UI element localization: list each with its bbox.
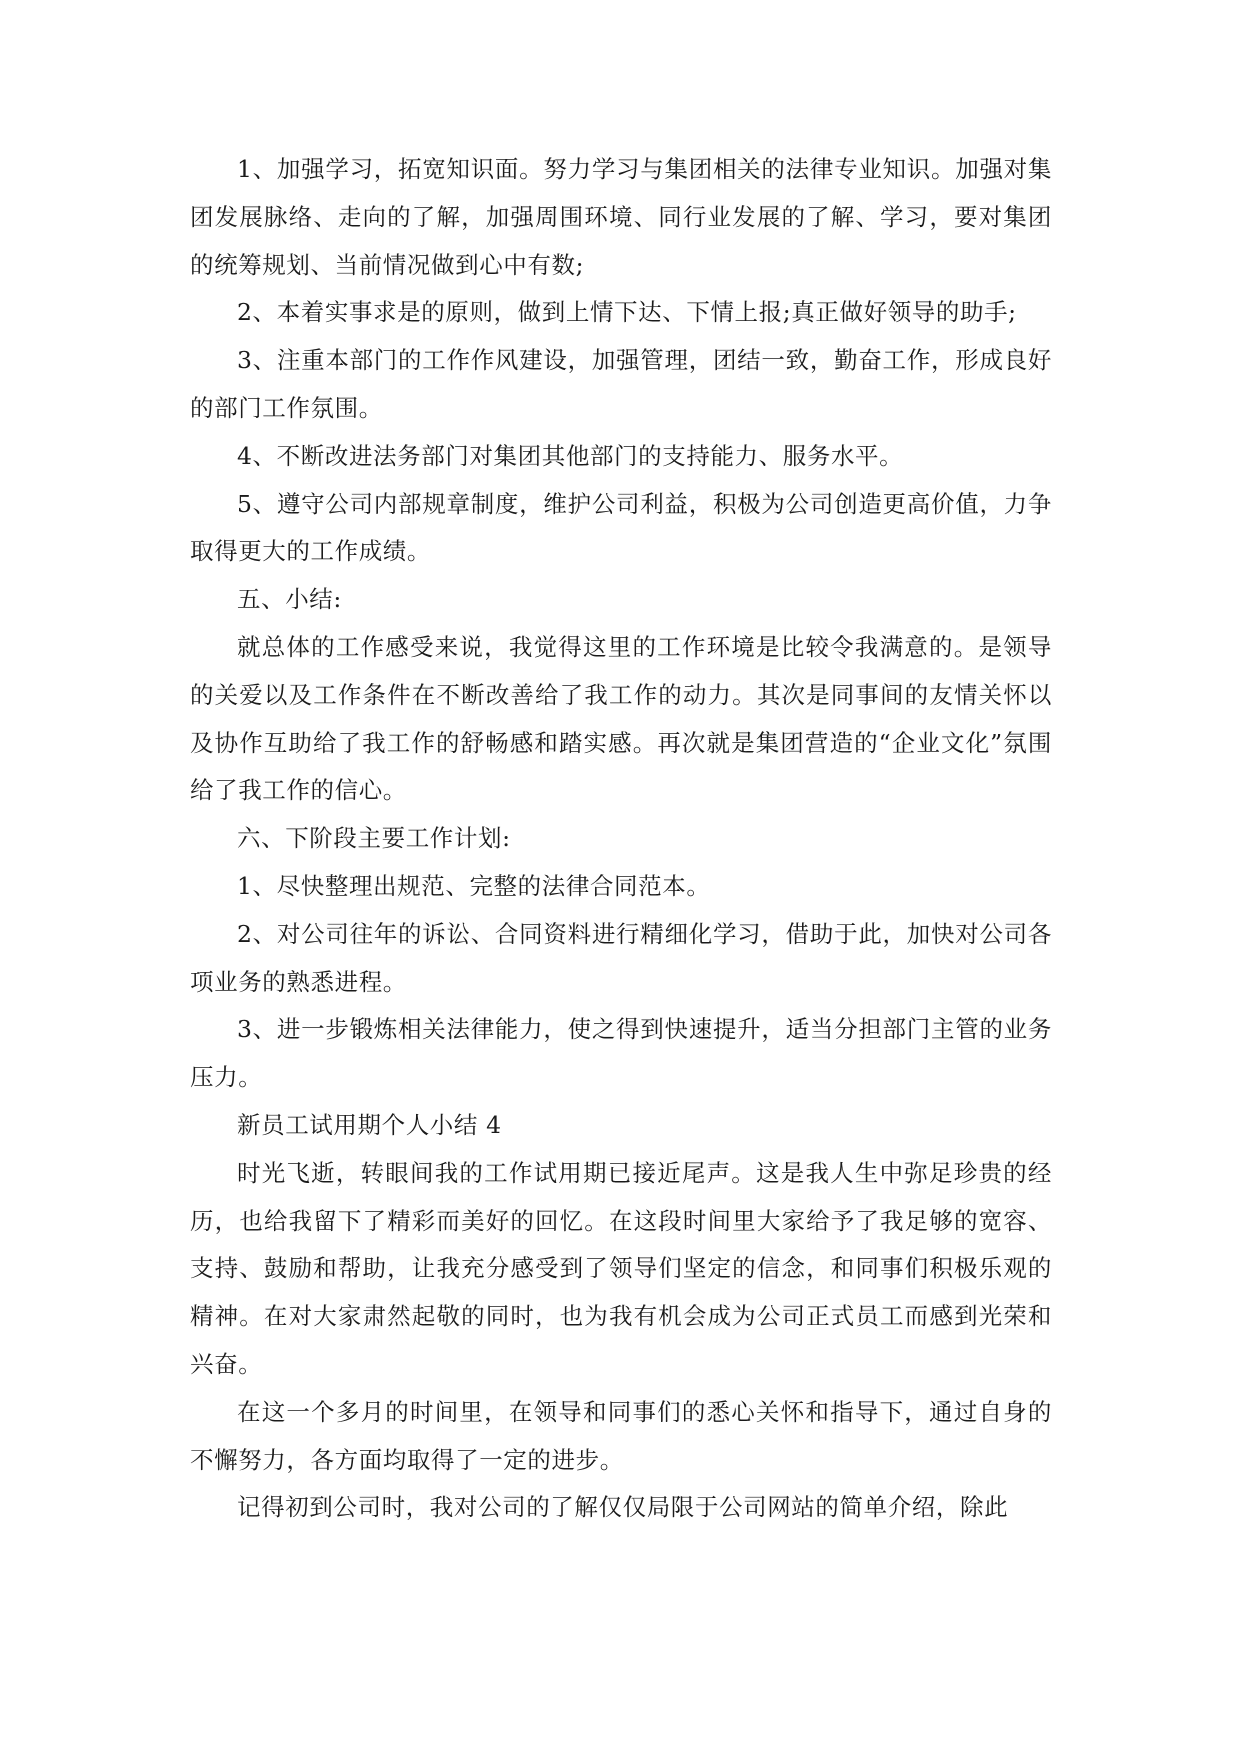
progress-paragraph: 在这一个多月的时间里，在领导和同事们的悉心关怀和指导下，通过自身的不懈努力，各方面均取得了一定的进步。 [190, 1397, 1052, 1474]
section-heading-next-plan: 六、下阶段主要工作计划: [237, 824, 511, 853]
intro-paragraph: 时光飞逝，转眼间我的工作试用期已接近尾声。这是我人生中弥足珍贵的经历，也给我留下了精彩而美好的回忆。在这段时间里大家给予了我足够的宽容、支持、鼓励和帮助，让我充分感受到了领导们坚定的信念，和同事们积极乐观的精神。在对大家肃然起敬的同时，也为我有机会成为公司正式员工而感到光荣和兴奋。 [190, 1158, 1052, 1378]
list-item-support-ability: 4、不断改进法务部门对集团其他部门的支持能力、服务水平。 [237, 441, 904, 470]
list-item-work-style: 3、注重本部门的工作作风建设，加强管理，团结一致，勤奋工作，形成良好的部门工作氛围。 [190, 346, 1052, 422]
plan-item-study-materials: 2、对公司往年的诉讼、合同资料进行精细化学习，借助于此，加快对公司各项业务的熟悉进程。 [190, 919, 1052, 996]
recollection-paragraph: 记得初到公司时，我对公司的了解仅仅局限于公司网站的简单介绍，除此 [237, 1493, 1009, 1522]
plan-item-contract-template: 1、尽快整理出规范、完整的法律合同范本。 [237, 871, 711, 900]
article-title: 新员工试用期个人小结 4 [237, 1110, 502, 1139]
plan-item-legal-ability: 3、进一步锻炼相关法律能力，使之得到快速提升，适当分担部门主管的业务压力。 [190, 1015, 1052, 1092]
section-heading-summary: 五、小结: [237, 585, 342, 614]
document-body [190, 146, 1052, 1532]
list-item-follow-rules: 5、遵守公司内部规章制度，维护公司利益，积极为公司创造更高价值，力争取得更大的工作成绩。 [190, 489, 1052, 566]
summary-paragraph: 就总体的工作感受来说，我觉得这里的工作环境是比较令我满意的。是领导的关爱以及工作条件在不断改善给了我工作的动力。其次是同事间的友情关怀以及协作互助给了我工作的舒畅感和踏实感。再次就是集团营造的“企业文化”氛围给了我工作的信心。 [190, 632, 1052, 805]
list-item-seek-truth: 2、本着实事求是的原则，做到上情下达、下情上报;真正做好领导的助手; [237, 298, 1017, 327]
list-item-strengthen-learning: 1、加强学习，拓宽知识面。努力学习与集团相关的法律专业知识。加强对集团发展脉络、走向的了解，加强周围环境、同行业发展的了解、学习，要对集团的统筹规划、当前情况做到心中有数; [190, 155, 1052, 279]
